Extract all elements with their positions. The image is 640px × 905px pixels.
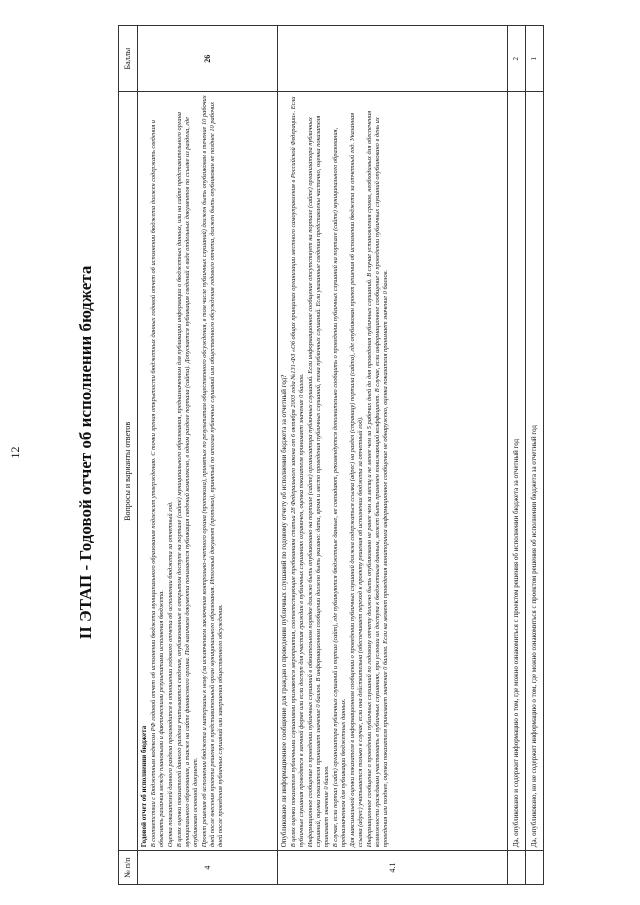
row-paragraph: Оценка показателей данного раздела производится в отношении годового отчета об исполнении бюджета за отчетный год.	[166, 501, 174, 848]
page-number: 12	[8, 446, 22, 459]
table-row	[138, 26, 278, 885]
answer-num	[525, 851, 543, 885]
row-paragraph: В соответствии с Бюджетным кодексом РФ годовой отчет об исполнении бюджета муниципального образования подлежит утверждению. С точки зрения открытости бюджетных данных годовой отчет об исполнении бюджета должен содержать сведения и объяснять различия между плановыми и фактическими результатами исполнения бюджета.	[149, 120, 165, 848]
answer-row	[508, 26, 526, 885]
row-paragraph: В целях оценки показателя публичными слушаниями признаются мероприятия, соответствующие требованиям статьи 28 Федерального закона от 6 октября 2003 года №131-ФЗ «Об общих принципах организации местного самоуправления в Российской Федерации». Если публичные слушания проводятся в заочной форме или если доступ для участия граждан в публичных слушаниях ограничен, оценка показателя принимает значение 0 баллов.	[289, 96, 305, 848]
row-number: 4.1	[278, 851, 508, 885]
answer-text: Да, опубликовано и содержит информацию о том, где можно ознакомиться с проектом решения об исполнении бюджета за отчетный год	[508, 92, 526, 851]
row-content	[278, 92, 508, 851]
row-number: 4	[138, 851, 278, 885]
row-content	[138, 92, 278, 851]
row-paragraph: В случае, если портал (сайт) организатора публичных слушаний и портал (сайт), где публикуются бюджетные данные, не совпадают, рекомендуется дополнительно сообщить о проведении публичных слушаний на портале (сайте) муниципального образования, предназначенном для публикации бюджетных данных.	[331, 127, 347, 848]
row-score: 26	[138, 26, 278, 92]
row-title: Годовой отчет об исполнении бюджета	[140, 725, 148, 848]
row-paragraph: В целях оценки показателей данного раздела учитываются сведения, опубликованные в открытом доступе на портале (сайте) муниципального образования, предназначенном для публикации информации о бюджетных данных, или на сайте представительного органа муниципального образования, а также на сайте финансового органа. Под наличием документа понимается публикация сведений комплексно, в одном разделе портала (сайта). Допускается публикация сведений в виде отдельных документов по ссылке из раздела, где опубликован основной документ.	[175, 112, 199, 848]
section-title: II ЭТАП - Годовой отчет об исполнении бюджета	[76, 265, 95, 640]
header-question: Вопросы и варианты ответов	[119, 92, 138, 851]
row-paragraph: Информационное сообщение о проведении публичных слушаний по годовому отчету должно быть опубликовано не ранее чем за месяц и не менее чем за 5 рабочих дней до дня проведения публичных слушаний. В случае установления сроков, необходимых для обеспечения возможности гражданам участвовать в публичных слушаниях, при условии их доступа к бюджетным данным, может быть применен понижающий коэффициент. В случае, если информационное сообщение о проведении публичных слушаний опубликовано в день их проведения или позднее, оценка показателя принимает значение 0 баллов. Если на момент проведения мониторинга информационное сообщение не обнаружено, оценка показателя принимает значение 0 баллов.	[365, 110, 389, 848]
table-header-row	[119, 26, 138, 885]
row-paragraph: Информационное сообщение о проведении публичных слушаний в обязательном порядке должно быть опубликовано на портале (сайте) организатора публичных слушаний. Если информационное сообщение отсутствует на портале (сайте) организатора публичных слушаний, оценка показателя принимает значение 0 баллов. В информационном сообщении должно быть указано: дата, время и место проведения публичных слушаний, тема публичных слушаний. Если указанные сведения представлены частично, оценка показателя принимает значение 0 баллов.	[306, 115, 330, 848]
criteria-table	[118, 25, 544, 885]
table-row	[278, 26, 508, 885]
row-score	[278, 26, 508, 92]
row-title: Опубликовано ли информационное сообщение для граждан о проведении публичных слушаний по годовому отчету об исполнении бюджета за отчетный год?	[280, 374, 288, 848]
answer-score: 2	[508, 26, 526, 92]
row-paragraph: Для максимальной оценки показателя в информационном сообщении о проведении публичных слушаний должна содержаться ссылка (адрес) на раздел (страницу) портала (сайта), где опубликован проект решения об исполнении бюджета за отчетный год. Указанная ссылка (адрес) учитывается только в случае, если она действительна (обеспечивает переход к проекту решения об исполнении бюджета за отчетный год).	[348, 112, 364, 848]
answer-num	[508, 851, 526, 885]
answer-text: Да, опубликовано, но не содержит информацию о том, где можно ознакомиться с проектом решения об исполнении бюджета за отчетный год	[525, 92, 543, 851]
answer-row	[525, 26, 543, 885]
row-paragraph: Проект решения об исполнении бюджета и материалы к нему (за исключением заключения контрольно-счетного органа (протокола), принятых по результатам общественного обсуждения, в том числе публичных слушаний) должен быть опубликован в течение 10 рабочих дней после внесения проекта решения в представительный орган муниципального образования. Итоговый документ (протокол), принятый по итогам публичных слушаний или общественного обсуждения годового отчета, должен быть опубликован не позднее 10 рабочих дней после проведения публичных слушаний или завершения общественного обсуждения.	[200, 95, 224, 848]
header-score: Баллы	[119, 26, 138, 92]
header-num: № п/п	[119, 851, 138, 885]
answer-score: 1	[525, 26, 543, 92]
